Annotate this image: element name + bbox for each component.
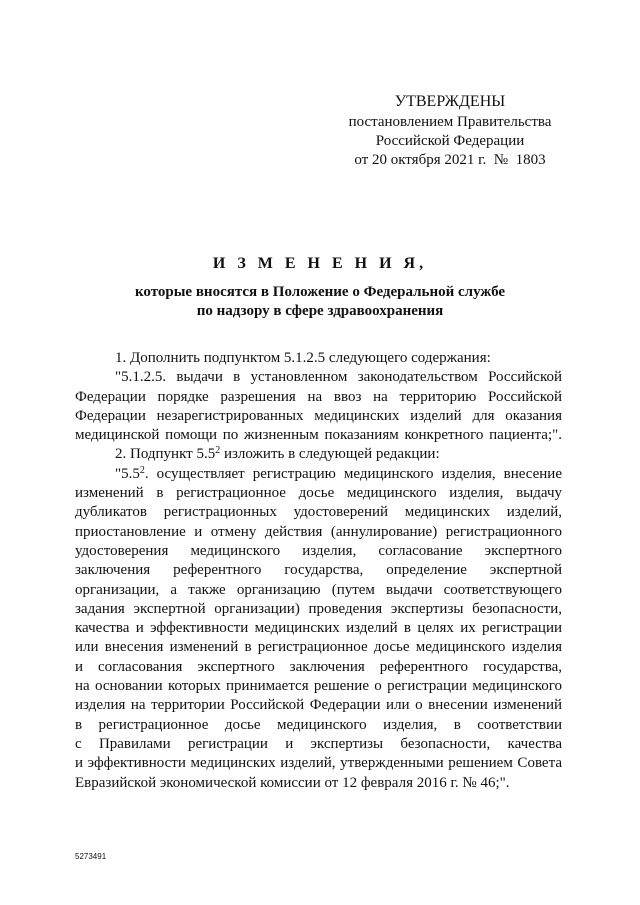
- item-1-quote-line: медицинской помощи по жизненным показаниям конкретного пациента;".: [75, 427, 562, 444]
- item-2-quote-line: заключения референтного государства, определение экспертной: [75, 562, 562, 579]
- item-2-intro-text-end: изложить в следующей редакции:: [220, 446, 440, 463]
- item-2-quote-first-line: [75, 465, 562, 484]
- item-1-quote-line: "5.1.2.5. выдачи в установленном законодательством Российской: [115, 369, 562, 386]
- approval-block: [330, 92, 570, 170]
- item-2-intro-text: 2. Подпункт 5.5: [115, 446, 216, 463]
- item-1-intro: 1. Дополнить подпунктом 5.1.2.5 следующего содержания:: [115, 350, 491, 366]
- item-2-quote-line: и эффективности медицинских изделий, утвержденными решением Совета: [75, 755, 562, 772]
- heading-subtitle-line-1: которые вносятся в Положение о Федеральной службе: [134, 284, 506, 300]
- item-2-quote-line: изделия на территории Российской Федерации или о внесении изменений: [75, 697, 562, 714]
- item-2-quote-line: с Правилами регистрации и экспертизы безопасности, качества: [75, 735, 562, 752]
- item-2-quote-line: и согласования экспертного заключения референтного государства,: [75, 658, 562, 675]
- item-2-quote-line: задания экспертной организации) проведения экспертизы безопасности,: [75, 600, 562, 617]
- quote-start: "5.5: [115, 465, 140, 482]
- item-1-quote-line: Федерации порядке разрешения на ввоз на территорию Российской: [75, 388, 562, 405]
- item-2-quote-line: изменений в регистрационное досье медицинского изделия, выдачу: [75, 485, 562, 502]
- item-2-quote-line: Евразийской экономической комиссии от 12 февраля 2016 г. № 46;".: [75, 774, 510, 791]
- item-2-intro: [75, 445, 562, 464]
- item-2-quote-line: в регистрационное досье медицинского изделия, в соответствии: [75, 716, 562, 733]
- heading-title: И З М Е Н Е Н И Я,: [212, 255, 428, 272]
- item-1-quote-line: Федерации незарегистрированных медицинских изделий для оказания: [75, 407, 562, 424]
- document-body: [75, 349, 562, 793]
- document-number: 5273491: [75, 852, 107, 861]
- heading-subtitle-line-2: по надзору в сфере здравоохранения: [196, 303, 444, 319]
- item-2-quote-line: или внесения изменений в регистрационное досье медицинского изделия: [75, 639, 562, 656]
- approval-date-line: от 20 октября 2021 г. № 1803: [354, 152, 546, 168]
- quote-start-rest: . осуществляет регистрацию медицинского изделия, внесение: [144, 465, 562, 482]
- item-2-quote-line: организации, а также организацию (путем выдачи соответствующего: [75, 581, 562, 598]
- approval-title: УТВЕРЖДЕНЫ: [394, 93, 506, 110]
- item-2-quote-line: на основании которых принимается решение о регистрации медицинского: [75, 678, 562, 695]
- superscript: 2: [215, 445, 221, 457]
- item-2-quote-line: дубликатов регистрационных удостоверений медицинских изделий,: [75, 504, 562, 521]
- approval-line-1: постановлением Правительства: [348, 114, 552, 130]
- item-2-quote-line: качества и эффективности медицинских изделий в целях их регистрации: [75, 620, 562, 637]
- document-heading: [0, 255, 640, 321]
- heading-subtitle: [0, 283, 640, 321]
- item-2-quote-line: удостоверения медицинского изделия, согласование экспертного: [75, 542, 562, 559]
- item-2-quote-line: приостановление и отмену действия (аннулирование) регистрационного: [75, 523, 562, 540]
- superscript: 2: [139, 464, 145, 476]
- approval-line-2: Российской Федерации: [375, 133, 525, 149]
